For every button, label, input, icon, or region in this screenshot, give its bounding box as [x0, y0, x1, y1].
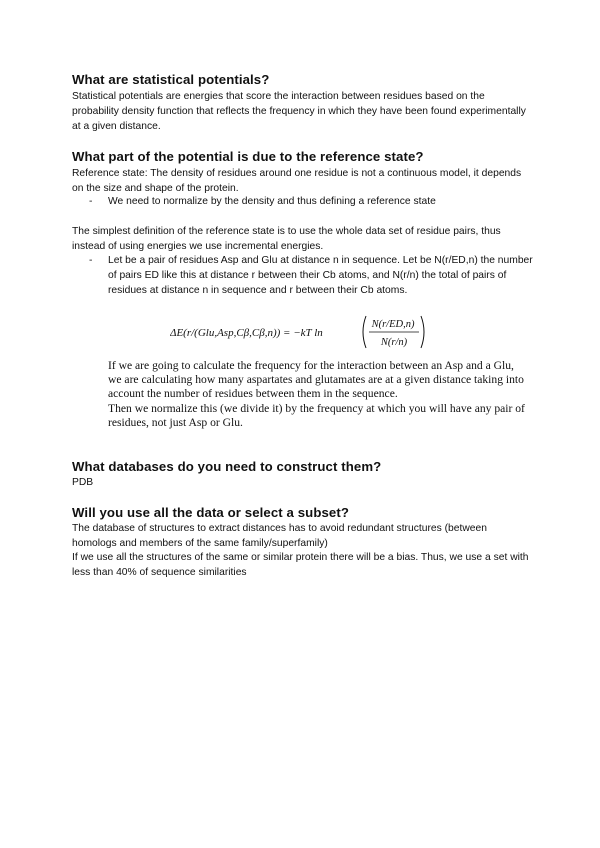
paragraph-databases: PDB	[72, 477, 94, 488]
formula-lhs: ΔE(r/(Glu,Asp,Cβ,Cβ,n)) = −kT ln	[170, 327, 323, 339]
bullet-normalize: We need to normalize by the density and thus defining a reference state	[108, 196, 436, 207]
explanation-frequency: If we are going to calculate the frequency for the interaction between an Asp and a Glu, we are calculating how many aspartates and glutamates are at a given distance taking into account the number of residues between them in the sequence.	[108, 359, 524, 401]
paragraph-redundant-structures: The database of structures to extract distances has to avoid redundant structures (between homologs and members of the same family/superfamily)	[72, 523, 487, 549]
bullet-marker: -	[89, 255, 93, 266]
explanation-normalize: Then we normalize this (we divide it) by the frequency at which you will have any pair of residues, not just Asp or Glu.	[108, 402, 525, 430]
energy-formula	[170, 312, 435, 352]
formula-numerator: N(r/ED,n)	[371, 319, 415, 330]
paragraph-bias: If we use all the structures of the same or similar protein there will be a bias. Thus, we use a set with less than 40% of sequence similarities	[72, 552, 529, 578]
heading-databases: What databases do you need to construct them?	[72, 459, 382, 474]
bullet-marker: -	[89, 196, 93, 207]
bullet-pair-definition: Let be a pair of residues Asp and Glu at distance n in sequence. Let be N(r/ED,n) the number of pairs ED like this at distance r between their Cb atoms, and N(r/n) the total of pairs of residues at distance n in sequence and r between their Cb atoms.	[108, 255, 533, 296]
paragraph-statistical-potentials: Statistical potentials are energies that score the interaction between residues based on the probability density function that reflects the frequency in which they have been found experimentally at a given distance.	[72, 91, 526, 132]
heading-subset: Will you use all the data or select a subset?	[72, 505, 350, 520]
paragraph-reference-state: Reference state: The density of residues around one residue is not a continuous model, it depends on the size and shape of the protein.	[72, 168, 522, 194]
heading-statistical-potentials: What are statistical potentials?	[72, 72, 270, 87]
heading-reference-state: What part of the potential is due to the reference state?	[72, 149, 424, 164]
formula-denominator: N(r/n)	[380, 337, 408, 348]
paragraph-simplest-definition: The simplest definition of the reference state is to use the whole data set of residue pairs, thus instead of using energies we use incremental energies.	[72, 226, 501, 252]
